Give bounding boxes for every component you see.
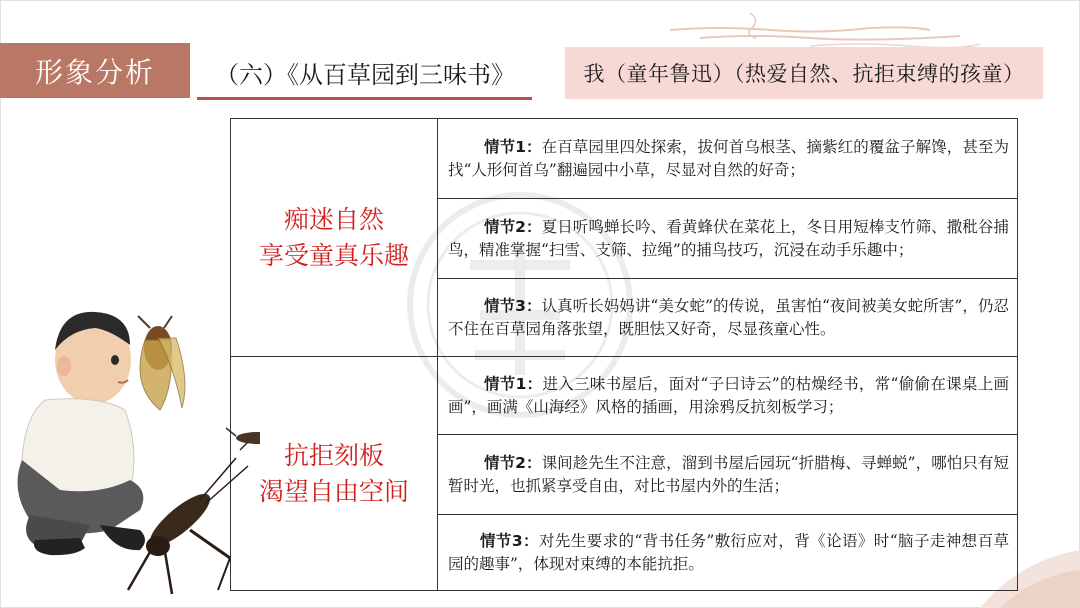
- category-cell-freedom: [231, 357, 438, 591]
- cricket-large-icon: [128, 458, 248, 594]
- category-line: 抗拒刻板: [283, 440, 384, 470]
- category-line: 渴望自由空间: [258, 476, 409, 506]
- chapter-title: （六）《从百草园到三味书》: [215, 60, 515, 89]
- plot-text: 对先生要求的“背书任务”敷衍应对，背《论语》时“脑子走神想百草园的趣事”，体现对束缚的本能抗拒。: [448, 531, 1009, 573]
- plot-cell: [438, 435, 1018, 515]
- character-summary: 我（童年鲁迅）（热爱自然、抗拒束缚的孩童）: [565, 47, 1043, 99]
- plot-label: 情节1：: [484, 137, 542, 156]
- boy-illustration: [0, 290, 260, 608]
- category-line: 享受童真乐趣: [258, 240, 409, 270]
- section-tab: 形象分析: [0, 43, 190, 98]
- plot-text: 夏日听鸣蝉长吟、看黄蜂伏在菜花上，冬日用短棒支竹筛、撒秕谷捕鸟，精准掌握“扫雪、支筛、拉绳”的捕鸟技巧，沉浸在动手乐趣中；: [448, 217, 1009, 259]
- cricket-small-icon: [226, 428, 260, 450]
- table-row: [231, 357, 1018, 435]
- category-cell-nature: [231, 119, 438, 357]
- chapter-underline: [197, 97, 532, 100]
- plot-label: 情节2：: [484, 217, 542, 236]
- category-line: 痴迷自然: [283, 204, 384, 234]
- plot-label: 情节3：: [484, 296, 542, 315]
- table-row: [231, 119, 1018, 199]
- plot-cell: [438, 119, 1018, 199]
- plot-cell: [438, 199, 1018, 279]
- plot-text: 在百草园里四处探索，拔何首乌根茎、摘紫红的覆盆子解馋，甚至为找“人形何首乌”翻遍园中小草，尽显对自然的好奇；: [448, 137, 1009, 179]
- plot-label: 情节2：: [484, 453, 542, 472]
- analysis-table: [230, 118, 1018, 591]
- cicada-icon: [138, 316, 185, 410]
- plot-text: 进入三味书屋后，面对“子曰诗云”的枯燥经书，常“偷偷在课桌上画画”，画满《山海经》风格的插画，用涂鸦反抗刻板学习；: [448, 374, 1009, 416]
- plot-cell: [438, 357, 1018, 435]
- plot-cell: [438, 515, 1018, 591]
- plot-text: 认真听长妈妈讲“美女蛇”的传说，虽害怕“夜间被美女蛇所害”，仍忍不住在百草园角落张望，既胆怯又好奇，尽显孩童心性。: [448, 296, 1009, 338]
- plot-cell: [438, 279, 1018, 357]
- plot-label: 情节1：: [484, 374, 543, 393]
- plot-label: 情节3：: [480, 531, 539, 550]
- plot-text: 课间趁先生不注意，溜到书屋后园玩“折腊梅、寻蝉蜕”，哪怕只有短暂时光，也抓紧享受自由，对比书屋内外的生活；: [448, 453, 1009, 495]
